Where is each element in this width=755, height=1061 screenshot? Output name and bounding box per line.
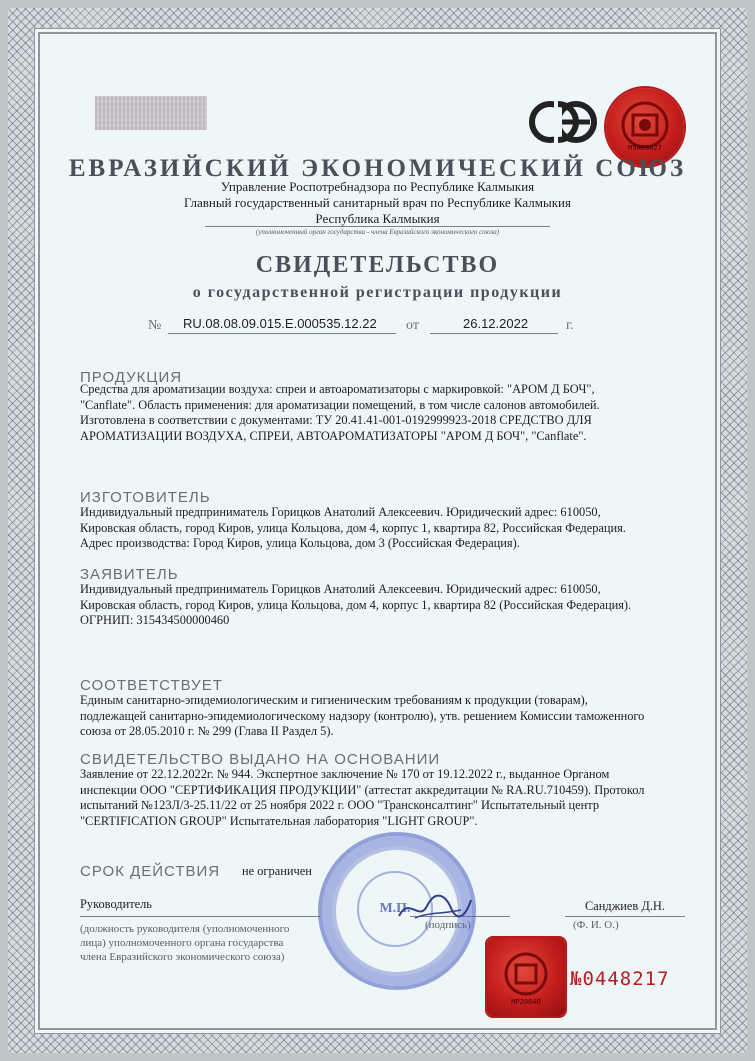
role-line: [80, 916, 320, 917]
basis-heading: СВИДЕТЕЛЬСТВО ВЫДАНО НА ОСНОВАНИИ: [80, 751, 441, 768]
manufacturer-heading: ИЗГОТОВИТЕЛЬ: [80, 489, 211, 506]
bottom-seal-code: МР2064П: [511, 998, 541, 1006]
product-line: Изготовлена в соответствии с документами: ТУ 20.41.41-001-0192999923-2018 СРЕДСТВО ДЛЯ: [80, 413, 592, 427]
registration-number: RU.08.08.09.015.E.000535.12.22: [183, 316, 377, 331]
se-logo-icon: [528, 100, 598, 144]
product-heading: ПРОДУКЦИЯ: [80, 369, 183, 386]
basis-line: Заявление от 22.12.2022г. № 944. Экспертное заключение № 170 от 19.12.2022 г., выданное Органом: [80, 767, 610, 781]
number-underline: [168, 333, 396, 334]
applicant-text: [80, 582, 680, 629]
product-line: АРОМАТИЗАЦИИ ВОЗДУХА, СПРЕИ, АВТОАРОМАТИЗАТОРЫ "АРОМ Д БОЧ", "Canflate".: [80, 428, 587, 443]
registration-date: 26.12.2022: [463, 316, 529, 331]
conformity-heading: СООТВЕТСТВУЕТ: [80, 677, 223, 694]
product-line: Средства для ароматизации воздуха: спреи и автоароматизаторы с маркировкой: "АРОМ Д БОЧ",: [80, 382, 595, 396]
validity-value: не ограничен: [242, 864, 312, 878]
stamp-mark: М.П.: [357, 871, 433, 947]
manufacturer-line: Адрес производства: Город Киров, улица Кольцова, дом 3 (Российская Федерация).: [80, 536, 520, 550]
date-label: от: [406, 318, 419, 333]
authority-line-2: Главный государственный санитарный врач по Республике Калмыкия: [183, 195, 571, 210]
authority-line-3: Республика Калмыкия: [315, 211, 440, 226]
union-title: ЕВРАЗИЙСКИЙ ЭКОНОМИЧЕСКИЙ СОЮЗ: [68, 155, 687, 182]
authority-line-1: Управление Роспотребнадзора по Республике Калмыкия: [220, 179, 535, 194]
basis-line: "CERTIFICATION GROUP" Испытательная лаборатория "LIGHT GROUP".: [80, 813, 478, 828]
applicant-heading: ЗАЯВИТЕЛЬ: [80, 566, 179, 583]
conformity-line: Единым санитарно-эпидемиологическим и гигиеническим требованиям к продукции (товарам),: [80, 693, 588, 707]
basis-text: [80, 767, 680, 829]
conformity-line: подлежащей санитарно-эпидемиологическому надзору (контролю), утв. решением Комиссии таможенного: [80, 708, 645, 723]
year-suffix: г.: [566, 318, 574, 333]
name-line: [565, 916, 685, 917]
number-label: №: [148, 318, 162, 333]
signatory-role: Руководитель: [80, 897, 152, 911]
applicant-line: ОГРНИП: 315434500000460: [80, 613, 230, 627]
manufacturer-text: [80, 505, 680, 552]
conformity-text: [80, 693, 680, 740]
seal-code: М5А06827: [628, 144, 662, 152]
document-title: СВИДЕТЕЛЬСТВО: [255, 252, 500, 278]
position-caption-line: (должность руководителя (уполномоченного: [80, 923, 290, 935]
authority-note: (уполномоченный орган государства - члена Евразийского экономического союза): [255, 228, 500, 236]
manufacturer-line: Индивидуальный предприниматель Горицков Анатолий Алексеевич. Юридический адрес: 610050,: [80, 505, 601, 519]
handwritten-signature-icon: [395, 888, 475, 928]
position-caption-line: лица) уполномоченного органа государства: [80, 937, 284, 949]
date-underline: [430, 333, 558, 334]
applicant-line: Кировская область, город Киров, улица Кольцова, дом 4, корпус 1, квартира 82 (Российская Федерация).: [80, 597, 632, 612]
document-subtitle: о государственной регистрации продукции: [192, 284, 563, 301]
position-caption: [80, 922, 289, 964]
product-text: [80, 382, 680, 444]
manufacturer-line: Кировская область, город Киров, улица Кольцова, дом 4, корпус 1, квартира 82, Российская Федерация.: [80, 520, 626, 535]
bottom-hologram-seal: [487, 938, 565, 1016]
basis-line: инспекции ООО "СЕРТИФИКАЦИЯ ПРОДУКЦИИ" (аттестат аккредитации № RA.RU.710459). Протокол: [80, 782, 645, 797]
signature-caption: (подпись): [425, 919, 471, 931]
hologram-sticker: [95, 96, 207, 130]
basis-line: испытаний №123Л/3-25.11/22 от 25 ноября 2022 г. ООО "Трансконсалтинг" Испытательный центр: [80, 798, 600, 812]
product-line: "Canflate". Область применения: для ароматизации помещений, в том числе салонов автомобилей.: [80, 397, 600, 412]
serial-number: №0448217: [570, 968, 670, 990]
position-caption-line: члена Евразийского экономического союза): [80, 951, 285, 963]
fio-caption: (Ф. И. О.): [573, 919, 619, 931]
validity-heading: СРОК ДЕЙСТВИЯ: [80, 863, 221, 880]
conformity-line: союза от 28.05.2010 г. № 299 (Глава II Раздел 5).: [80, 724, 334, 738]
header-divider: [205, 226, 550, 227]
signatory-name: Санджиев Д.Н.: [585, 899, 665, 913]
applicant-line: Индивидуальный предприниматель Горицков Анатолий Алексеевич. Юридический адрес: 610050,: [80, 582, 601, 596]
